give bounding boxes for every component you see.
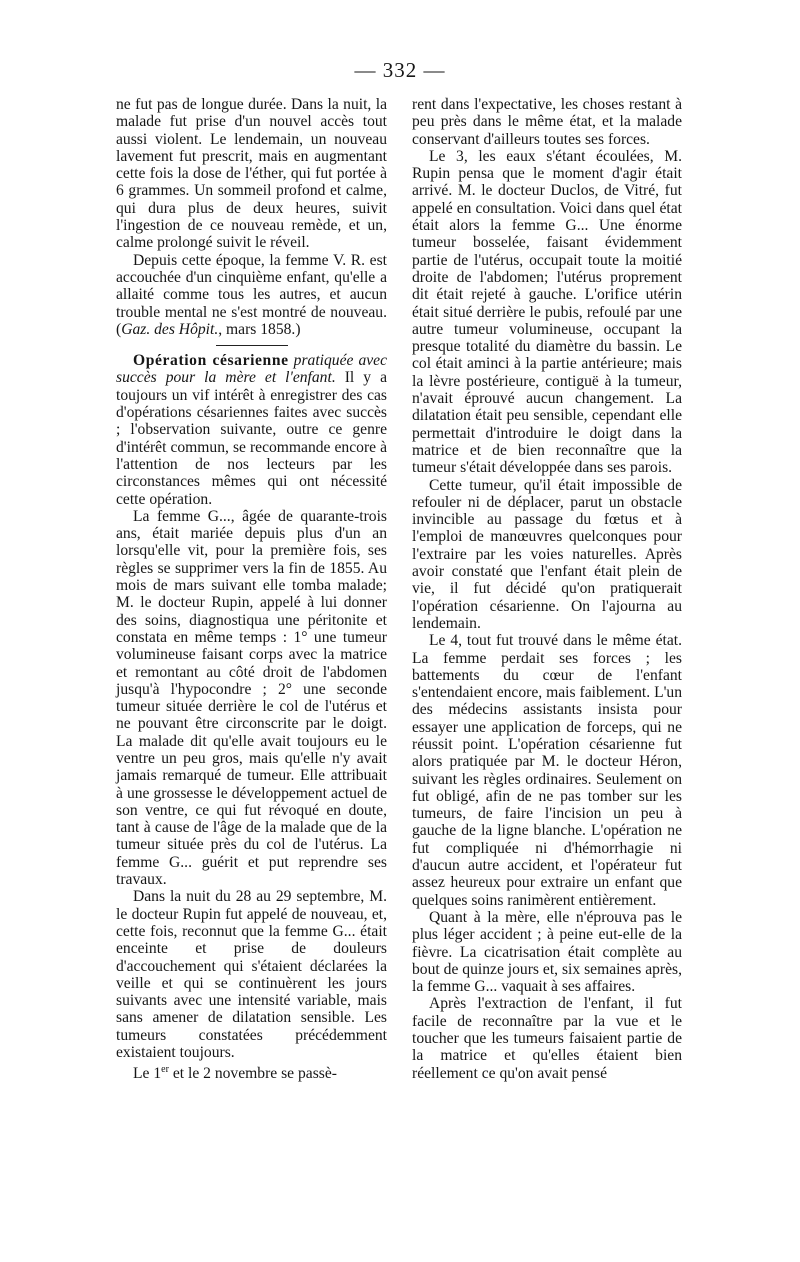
paragraph: ne fut pas de longue durée. Dans la nuit, la malade fut prise d'un nouvel accès tout aussi violent. Le lendemain, un nouveau lavement fut prescrit, mais en augmentant cette fois la dose de l'éther, qui fut portée à 6 grammes. Un sommeil profond et calme, qui dura plus de deux heures, suivit l'ingestion de ce nouveau remède, et un, calme prolongé suivit le réveil. xyxy=(116,96,387,252)
section-subheading: pratiquée avec succès pour la mère et l'enfant. xyxy=(116,352,388,387)
paragraph: Le 3, les eaux s'étant écoulées, M. Rupin pensa que le moment d'agir était arrivé. M. le docteur Duclos, de Vitré, fut appelé en consultation. Voici dans quel état était alors la femme G... Une énorme tumeur bosselée, faisant évidemment partie de l'utérus, occupait toute la moitié droite de l'abdomen; l'utérus proprement dit était rejeté à gauche. L'orifice utérin était situé derrière le pubis, refoulé par une autre tumeur volumineuse, occupant la presque totalité du diamètre du bassin. Le col était aminci à la partie antérieure; mais la lèvre postérieure, contiguë à la tumeur, n'avait éprouvé aucun changement. La dilatation était peu sensible, cependant elle permettait d'introduire le doigt dans la matrice et de bien reconnaître que la tumeur s'était développée dans ses parois. xyxy=(412,147,682,477)
paragraph-text: et le 2 novembre se passè- xyxy=(168,1065,337,1083)
paragraph xyxy=(116,252,387,338)
paragraph: Le 4, tout fut trouvé dans le même état. La femme perdait ses forces ; les battements du cœur de l'enfant s'entendaient encore, mais faiblement. L'un des médecins assistants insista pour essayer une application de forceps, qui ne réussit point. L'opération césarienne fut alors pratiquée par M. le docteur Héron, suivant les règles ordinaires. Seulement on fut obligé, afin de ne pas tomber sur les tumeurs, de faire l'incision un peu à gauche de la ligne blanche. L'opération ne fut compliquée ni d'hémorrhagie ni d'aucun autre accident, et l'opérateur fut assez heureux pour extraire un enfant que quelques soins ranimèrent entièrement. xyxy=(412,632,682,909)
paragraph: Après l'extraction de l'enfant, il fut facile de reconnaître par la vue et le toucher que les tumeurs faisaient partie de la matrice et qu'elles étaient bien réellement ce qu'on avait pensé xyxy=(412,995,682,1082)
paragraph: La femme G..., âgée de quarante-trois ans, était mariée depuis plus d'un an lorsqu'elle vit, pour la première fois, ses règles se supprimer vers la fin de 1855. Au mois de mars suivant elle tomba malade; M. le docteur Rupin, appelé à lui donner des soins, diagnostiqua une péritonite et constata en même temps : 1° une tumeur volumineuse faisant corps avec la matrice et remontant au côté droit de l'abdomen jusqu'à l'hypocondre ; 2° une seconde tumeur située derrière le col de l'utérus et ne pouvant être circonscrite par le doigt. La malade dit qu'elle avait toujours eu le ventre un peu gros, mais qu'elle n'y avait jamais remarqué de tumeur. Elle attribuait à une grossesse le développement actuel de son ventre, ce qui fut révoqué en doute, tant à cause de l'âge de la malade que de la tumeur située près du col de l'utérus. La femme G... guérit et put reprendre ses travaux. xyxy=(116,507,387,889)
paragraph: Dans la nuit du 28 au 29 septembre, M. le docteur Rupin fut appelé de nouveau, et, cette fois, reconnut que la femme G... était enceinte et prise de douleurs d'accouchement qui s'étaient déclarées la veille et qui se continuèrent les jours suivants avec une intensité variable, mais sans amener de dilatation sensible. Les tumeurs constatées précédemment existaient toujours. xyxy=(116,888,387,1062)
right-column xyxy=(412,96,682,1082)
paragraph: Quant à la mère, elle n'éprouva pas le plus léger accident ; à peine eut-elle de la fièvre. La cicatrisation était complète au bout de quinze jours et, six semaines après, la femme G... vaquait à ses affaires. xyxy=(412,908,682,996)
page-number: — 332 — xyxy=(354,58,446,82)
section-heading: Opération césarienne xyxy=(133,352,289,370)
paragraph-text: Il y a toujours un vif intérêt à enregistrer des cas d'opérations césariennes faites avec succès ; l'observation suivante, outre ce genre d'intérêt commun, se recommande encore à l'attention de nos lecteurs par les circonstances mêmes qui ont nécessité cette opération. xyxy=(116,369,387,508)
paragraph-text: Le 1 xyxy=(133,1065,162,1083)
paragraph: Cette tumeur, qu'il était impossible de refouler ni de déplacer, parut un obstacle invincible au passage du fœtus et à l'emploi de manœuvres quelconques pour l'extraire par les voies naturelles. Après avoir constaté que l'enfant était plein de vie, il fut décidé qu'on pratiquerait l'opération césarienne. On l'ajourna au lendemain. xyxy=(412,476,682,632)
section-divider xyxy=(216,345,288,346)
superscript: er xyxy=(161,1064,169,1076)
paragraph-text: , mars 1858.) xyxy=(218,320,301,338)
paragraph-text: Depuis cette époque, la femme V. R. est accouchée d'un cinquième enfant, qu'elle a allaité comme tous les autres, et aucun trouble mental ne s'est montré de nouveau. ( xyxy=(116,251,387,338)
source-citation: Gaz. des Hôpit. xyxy=(121,320,219,338)
section-paragraph xyxy=(116,352,387,508)
left-column xyxy=(116,96,387,1083)
paragraph xyxy=(116,1061,387,1082)
paragraph: rent dans l'expectative, les choses restant à peu près dans le même état, et la malade conservant d'ailleurs toutes ses forces. xyxy=(412,96,682,148)
